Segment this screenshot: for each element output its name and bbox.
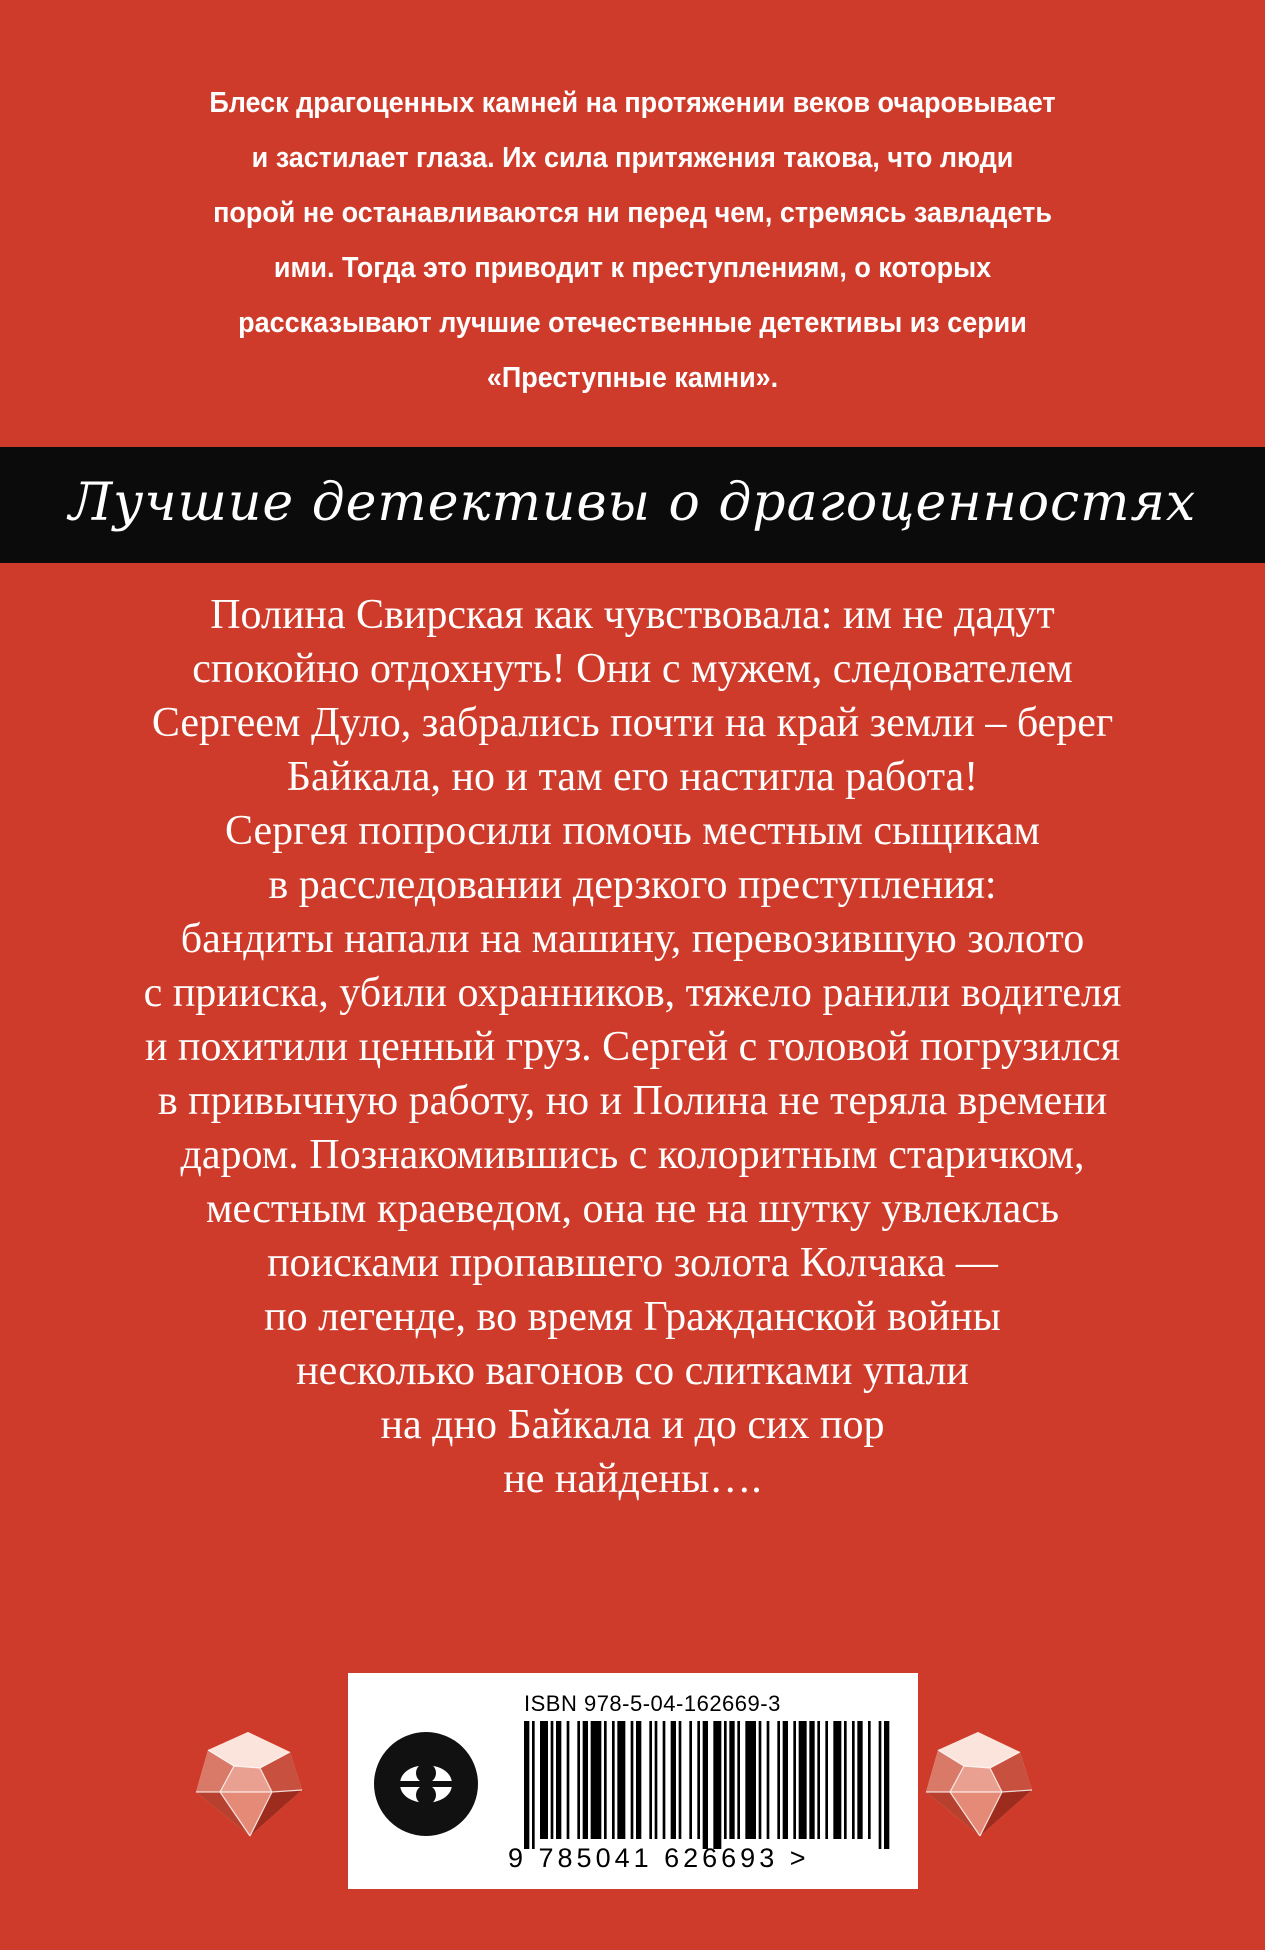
barcode-bar (793, 1721, 796, 1839)
barcode-bar (689, 1721, 692, 1839)
annotation-line: в привычную работу, но и Полина не теряла времени (157, 1078, 1108, 1124)
barcode-bar (809, 1721, 814, 1839)
barcode-bar (551, 1721, 554, 1839)
barcode-bar (636, 1721, 641, 1839)
eksmo-logo-icon (370, 1709, 482, 1859)
barcode-bar (833, 1721, 841, 1839)
barcode-bar (556, 1721, 561, 1839)
intro-line: Блеск драгоценных камней на протяжении веков очаровывает (209, 87, 1056, 119)
annotation-line: Сергеем Дуло, забрались почти на край земли – берег (151, 700, 1114, 746)
barcode-bar (612, 1721, 615, 1839)
barcode-bar (724, 1721, 727, 1839)
barcode-bar (671, 1721, 676, 1839)
barcode-bar (879, 1721, 882, 1849)
barcode-bar (884, 1721, 889, 1849)
barcode-bar (767, 1721, 770, 1839)
intro-line: порой не останавливаются ни перед чем, стремясь завладеть (213, 197, 1052, 229)
series-title: Лучшие детективы о драгоценностях (68, 473, 1197, 533)
intro-line: «Преступные камни». (486, 362, 779, 394)
barcode-bar (532, 1721, 535, 1849)
annotation-line: и похитили ценный груз. Сергей с головой погрузился (144, 1024, 1121, 1070)
annotation-line: на дно Байкала и до сих пор (380, 1402, 885, 1448)
barcode-bar (649, 1721, 652, 1839)
barcode-bar (729, 1721, 734, 1839)
barcode-bar (663, 1721, 666, 1839)
barcode-panel (348, 1673, 918, 1889)
barcode-bar (577, 1721, 580, 1839)
annotation-line: Байкала, но и там его настигла работа! (286, 754, 979, 800)
barcode-bar (868, 1721, 871, 1839)
barcode-bar (759, 1721, 762, 1839)
annotation-line: не найдены…. (503, 1456, 762, 1502)
series-band (0, 447, 1265, 563)
book-annotation (110, 588, 1155, 1506)
intro-line: и застилает глаза. Их сила притяжения такова, что люди (251, 142, 1014, 174)
diamond-icon (190, 1728, 306, 1840)
barcode-bar (604, 1721, 607, 1839)
annotation-line: поисками пропавшего золота Колчака — (267, 1240, 998, 1286)
barcode-bar (583, 1721, 588, 1839)
intro-line: ими. Тогда это приводит к преступлениям, о которых (273, 252, 992, 284)
barcode-bar (817, 1721, 820, 1839)
barcode-bar (713, 1721, 721, 1849)
annotation-line: даром. Познакомившись с колоритным старичком, (180, 1132, 1085, 1178)
annotation-line: в расследовании дерзкого преступления: (268, 862, 997, 908)
barcode-bar (679, 1721, 682, 1839)
barcode-bar (655, 1721, 658, 1839)
barcode-bar (737, 1721, 740, 1839)
barcode-bar (540, 1721, 548, 1839)
barcode-bar (631, 1721, 634, 1839)
barcode-bar (857, 1721, 862, 1839)
intro-line: рассказывают лучшие отечественные детективы из серии (238, 307, 1027, 339)
barcode-digits: 9 785041 626693 > (508, 1843, 810, 1873)
annotation-line: несколько вагонов со слитками упали (296, 1348, 969, 1394)
diamond-icon (920, 1728, 1036, 1840)
barcode-bar (703, 1721, 708, 1849)
isbn-label: ISBN 978-5-04-162669-3 (524, 1691, 781, 1716)
barcode-bars (524, 1721, 892, 1849)
barcode-bar (567, 1721, 570, 1839)
barcode-bar (745, 1721, 756, 1839)
barcode-bar (852, 1721, 855, 1839)
annotation-line: местным краеведом, она не на шутку увлеклась (205, 1186, 1060, 1232)
annotation-line: с прииска, убили охранников, тяжело ранили водителя (143, 970, 1122, 1016)
barcode-bar (697, 1721, 700, 1839)
intro-text (137, 76, 1127, 406)
annotation-line: Полина Свирская как чувствовала: им не дадут (210, 592, 1055, 638)
barcode-bar (783, 1721, 788, 1839)
annotation-line: Сергея попросили помочь местным сыщикам (224, 808, 1040, 854)
barcode-bar (617, 1721, 625, 1839)
annotation-line: по легенде, во время Гражданской войны (264, 1294, 1001, 1340)
annotation-line: бандиты напали на машину, перевозившую золото (180, 916, 1085, 962)
barcode-bar (524, 1721, 529, 1849)
barcode-bar (591, 1721, 602, 1839)
annotation-line: спокойно отдохнуть! Они с мужем, следователем (192, 646, 1073, 692)
barcode-bar (777, 1721, 780, 1839)
barcode-bar (844, 1721, 847, 1839)
barcode-bar (825, 1721, 828, 1839)
barcode-bar (799, 1721, 807, 1839)
